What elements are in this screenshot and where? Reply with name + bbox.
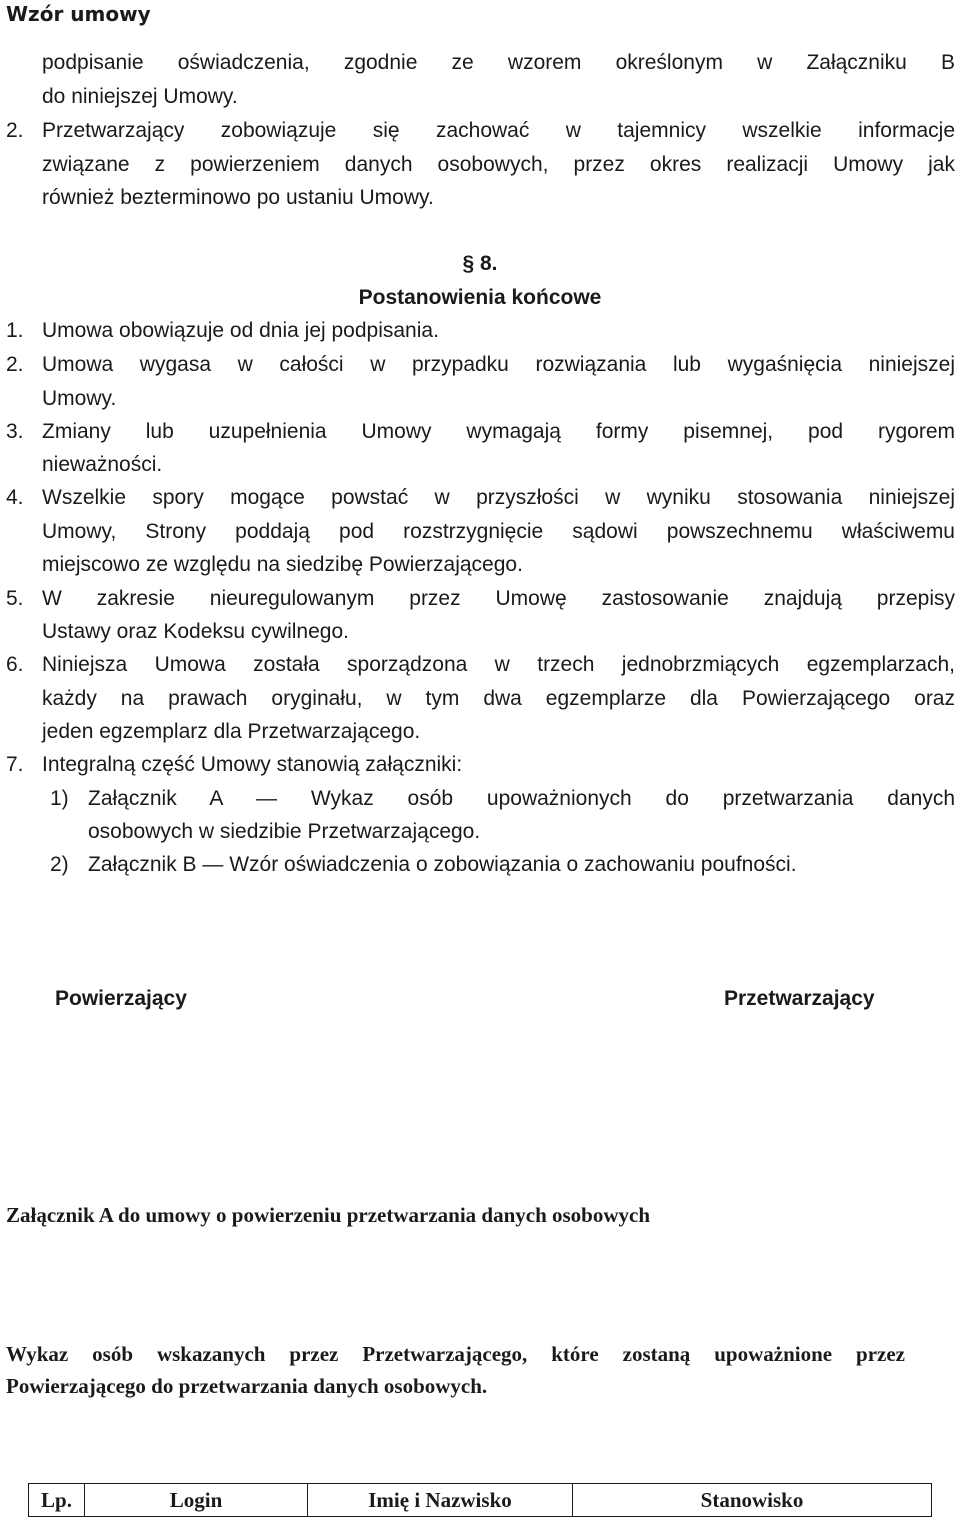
paragraph-line: związane z powierzeniem danych osobowych, przez okres realizacji Umowy jak [42,153,955,176]
signature-right-label: Przetwarzający [724,987,875,1010]
attachment-line: osobowych w siedzibie Przetwarzającego. [88,820,481,843]
attachment-line: Załącznik A — Wykaz osób upoważnionych do przetwarzania danych [88,787,955,810]
section-mark: § 8. [462,252,498,275]
item-number: 4. [6,486,24,509]
paragraph-line: W zakresie nieuregulowanym przez Umowę zastosowanie znajdują przepisy [42,587,955,610]
authorized-persons-table [28,1483,932,1517]
annex-title: Załącznik A do umowy o powierzeniu przetwarzania danych osobowych [6,1203,651,1227]
paragraph-line: Umowa obowiązuje od dnia jej podpisania. [42,319,439,342]
item-number: 3. [6,420,24,443]
intro-line: do niniejszej Umowy. [42,85,238,108]
paragraph-line: Umowy, Strony poddają pod rozstrzygnięcie sądowi powszechnemu właściwemu [42,520,955,543]
paragraph-line: Ustawy oraz Kodeksu cywilnego. [42,620,349,643]
paragraph-line: Przetwarzający zobowiązuje się zachować w tajemnicy wszelkie informacje [42,119,955,142]
paragraph-line: Umowy. [42,387,117,410]
paragraph-line: Niniejsza Umowa została sporządzona w trzech jednobrzmiących egzemplarzach, [42,653,955,676]
attachment-line: Załącznik B — Wzór oświadczenia o zobowiązania o zachowaniu poufności. [88,853,797,876]
item-number: 2. [6,119,24,142]
attachment-number: 1) [50,787,69,810]
signature-left-label: Powierzający [55,987,187,1010]
paragraph-line: Umowa wygasa w całości w przypadku rozwiązania lub wygaśnięcia niniejszej [42,353,955,376]
table-header-position: Stanowisko [573,1484,932,1517]
table-header-login: Login [85,1484,308,1517]
item-number: 6. [6,653,24,676]
section-title: Postanowienia końcowe [358,286,602,309]
table-header-lp: Lp. [29,1484,85,1517]
table-header-row [29,1484,932,1517]
item-number: 1. [6,319,24,342]
item-number: 2. [6,353,24,376]
paragraph-line: każdy na prawach oryginału, w tym dwa egzemplarze dla Powierzającego oraz [42,687,955,710]
item-number: 7. [6,753,24,776]
document-header-title: Wzór umowy [6,2,151,26]
attachment-number: 2) [50,853,69,876]
annex-intro-line: Wykaz osób wskazanych przez Przetwarzającego, które zostaną upoważnione przez [6,1342,905,1366]
paragraph-line: również bezterminowo po ustaniu Umowy. [42,186,434,209]
item-number: 5. [6,587,24,610]
paragraph-line: Wszelkie spory mogące powstać w przyszłości w wyniku stosowania niniejszej [42,486,955,509]
paragraph-line: nieważności. [42,453,163,476]
paragraph-line: miejscowo ze względu na siedzibę Powierzającego. [42,553,523,576]
paragraph-line: jeden egzemplarz dla Przetwarzającego. [42,720,421,743]
paragraph-line: Integralną część Umowy stanowią załączniki: [42,753,463,776]
intro-line: podpisanie oświadczenia, zgodnie ze wzorem określonym w Załączniku B [42,51,955,74]
table-header-name: Imię i Nazwisko [308,1484,573,1517]
paragraph-line: Zmiany lub uzupełnienia Umowy wymagają formy pisemnej, pod rygorem [42,420,955,443]
annex-intro-line: Powierzającego do przetwarzania danych osobowych. [6,1374,488,1398]
